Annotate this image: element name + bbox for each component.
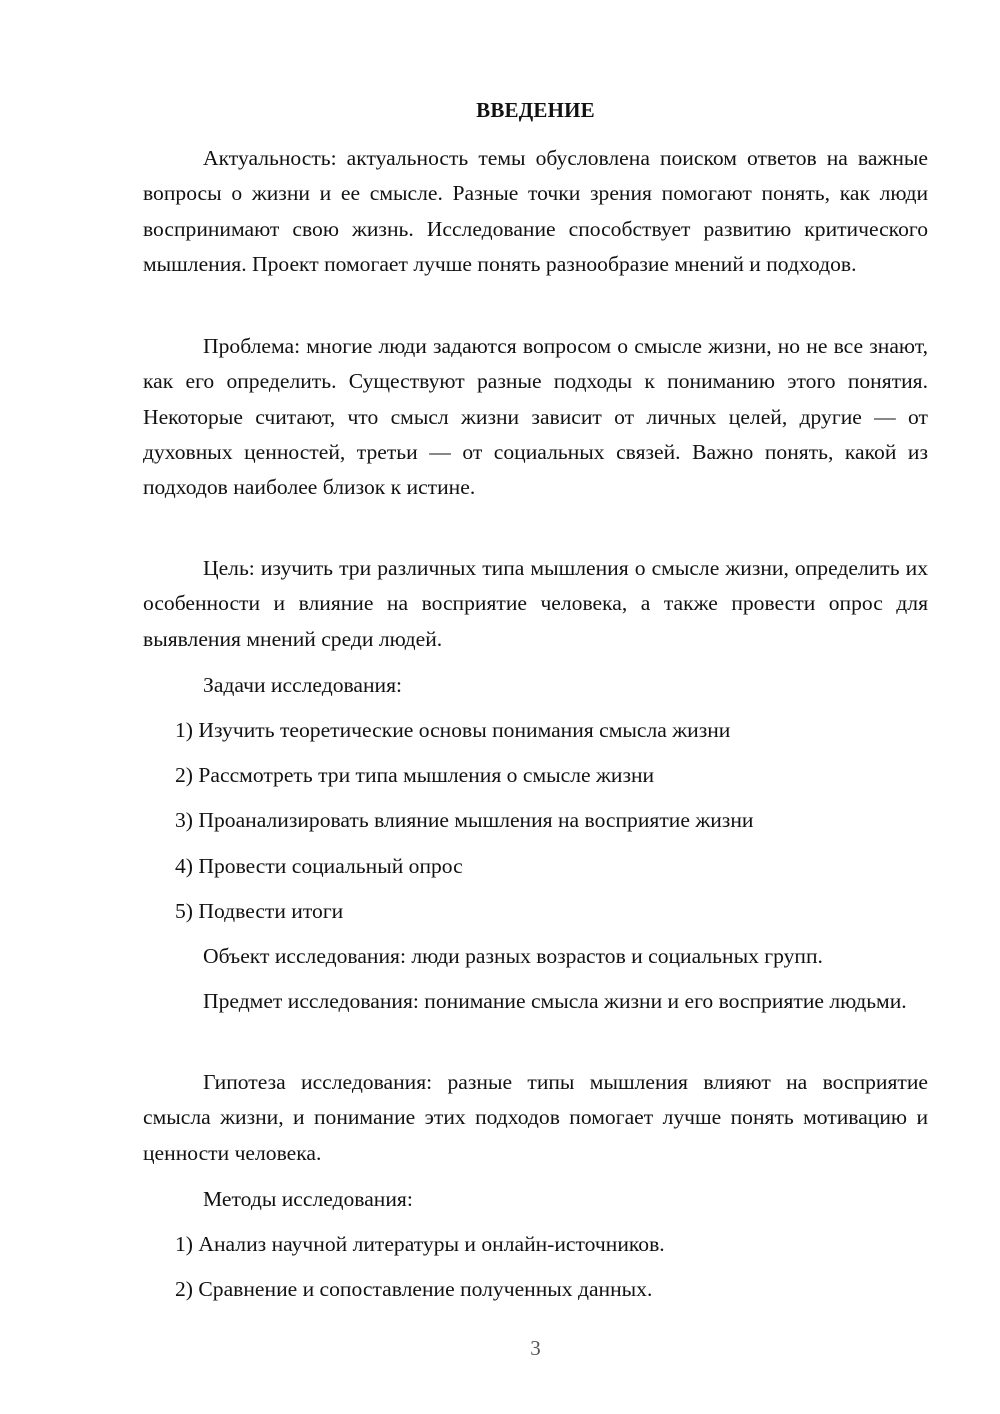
hypothesis-paragraph: Гипотеза исследования: разные типы мышления влияют на восприятие смысла жизни, и понимание этих подходов помогает лучше понять мотивацию и ценности человека. bbox=[143, 1070, 928, 1165]
document-page bbox=[143, 0, 928, 1414]
task-item-3: 3) Проанализировать влияние мышления на восприятие жизни bbox=[175, 808, 754, 832]
problem-paragraph: Проблема: многие люди задаются вопросом о смысле жизни, но не все знают, как его определить. Существуют разные подходы к пониманию этого понятия. Некоторые считают, что смысл жизни зависит от личных целей, другие — от духовных ценностей, третьи — от социальных связей. Важно понять, какой из подходов наиболее близок к истине. bbox=[143, 334, 928, 500]
task-item-1: 1) Изучить теоретические основы понимания смысла жизни bbox=[175, 718, 731, 742]
section-title: ВВЕДЕНИЕ bbox=[476, 98, 595, 122]
method-item-2: 2) Сравнение и сопоставление полученных данных. bbox=[175, 1277, 653, 1301]
task-item-5: 5) Подвести итоги bbox=[175, 899, 344, 923]
goal-paragraph: Цель: изучить три различных типа мышления о смысле жизни, определить их особенности и влияние на восприятие человека, а также провести опрос для выявления мнений среди людей. bbox=[143, 556, 928, 651]
object-paragraph: Объект исследования: люди разных возрастов и социальных групп. bbox=[203, 944, 823, 968]
methods-heading: Методы исследования: bbox=[203, 1187, 413, 1211]
subject-paragraph: Предмет исследования: понимание смысла жизни и его восприятие людьми. bbox=[203, 989, 907, 1013]
task-item-4: 4) Провести социальный опрос bbox=[175, 854, 463, 878]
page-number: 3 bbox=[530, 1336, 541, 1360]
method-item-1: 1) Анализ научной литературы и онлайн-источников. bbox=[175, 1232, 665, 1256]
tasks-heading: Задачи исследования: bbox=[203, 673, 403, 697]
task-item-2: 2) Рассмотреть три типа мышления о смысле жизни bbox=[175, 763, 655, 787]
relevance-paragraph: Актуальность: актуальность темы обусловлена поиском ответов на важные вопросы о жизни и ее смысле. Разные точки зрения помогают понять, как люди воспринимают свою жизнь. Исследование способствует развитию критического мышления. Проект помогает лучше понять разнообразие мнений и подходов. bbox=[143, 146, 928, 276]
